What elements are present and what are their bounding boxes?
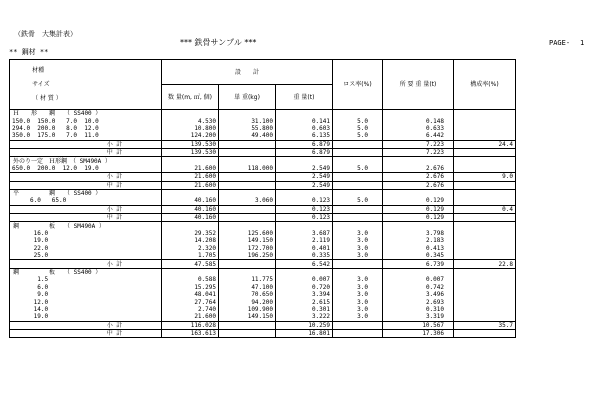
table-row xyxy=(10,125,516,132)
loss-cell xyxy=(333,181,383,189)
group-header-row xyxy=(10,189,516,197)
qty-cell: 4.530 xyxy=(162,117,219,124)
required-cell: 3.319 xyxy=(383,313,454,321)
unit-weight-cell xyxy=(219,260,276,268)
table-row xyxy=(10,237,516,244)
qty-cell: 21.600 xyxy=(162,181,219,189)
subtotal-label: 小 計 xyxy=(10,173,162,181)
qty-cell: 40.160 xyxy=(162,214,219,222)
size-cell: 14.0 xyxy=(10,306,162,313)
loss-cell: 3.0 xyxy=(333,245,383,252)
unit-weight-cell: 94.200 xyxy=(219,298,276,305)
ratio-cell xyxy=(454,197,516,205)
size-cell: 25.0 xyxy=(10,252,162,260)
required-cell: 0.633 xyxy=(383,125,454,132)
empty-cell xyxy=(454,222,516,230)
qty-cell: 1.705 xyxy=(162,252,219,260)
unit-weight-cell xyxy=(219,173,276,181)
empty-cell xyxy=(383,110,454,118)
qty-cell: 2.740 xyxy=(162,306,219,313)
empty-cell xyxy=(219,268,276,276)
weight-cell: 3.222 xyxy=(276,313,333,321)
required-cell: 7.223 xyxy=(383,140,454,148)
table-row xyxy=(10,313,516,321)
weight-cell: 0.401 xyxy=(276,245,333,252)
ratio-cell xyxy=(454,132,516,140)
table-header xyxy=(10,60,516,110)
empty-cell xyxy=(383,268,454,276)
ratio-cell xyxy=(454,306,516,313)
required-cell: 0.742 xyxy=(383,284,454,291)
qty-cell: 0.588 xyxy=(162,276,219,283)
loss-cell xyxy=(333,148,383,156)
loss-cell: 3.0 xyxy=(333,230,383,237)
report-title: *** 鉄骨サンプル *** xyxy=(180,38,257,47)
weight-cell: 2.549 xyxy=(276,165,333,173)
qty-cell: 116.028 xyxy=(162,321,219,329)
required-cell: 10.567 xyxy=(383,321,454,329)
midtotal-label: 中 計 xyxy=(10,329,162,337)
weight-cell: 3.394 xyxy=(276,291,333,298)
unit-weight-cell: 118.000 xyxy=(219,165,276,173)
empty-cell xyxy=(333,110,383,118)
empty-cell xyxy=(162,268,219,276)
midtotal-row xyxy=(10,329,516,337)
unit-weight-cell: 149.150 xyxy=(219,313,276,321)
weight-cell: 2.549 xyxy=(276,181,333,189)
header-design: 設 計 xyxy=(162,60,333,85)
header-material-size xyxy=(10,60,162,110)
size-cell: 6.0 xyxy=(10,284,162,291)
empty-cell xyxy=(454,157,516,165)
table-row xyxy=(10,117,516,124)
empty-cell xyxy=(454,110,516,118)
loss-cell: 5.0 xyxy=(333,125,383,132)
header-loss: ロス率(%) xyxy=(333,60,383,110)
unit-weight-cell xyxy=(219,140,276,148)
unit-weight-cell xyxy=(219,205,276,213)
page-label: PAGE- xyxy=(549,39,571,47)
required-cell: 0.129 xyxy=(383,205,454,213)
table-row xyxy=(10,197,516,205)
ratio-cell xyxy=(454,291,516,298)
required-cell: 2.183 xyxy=(383,237,454,244)
qty-cell: 21.600 xyxy=(162,173,219,181)
page-number: 1 xyxy=(580,39,585,47)
ratio-cell xyxy=(454,181,516,189)
ratio-cell: 0.4 xyxy=(454,205,516,213)
ratio-cell xyxy=(454,230,516,237)
size-cell: 650.0 200.0 12.0 19.0 xyxy=(10,165,162,173)
qty-cell: 14.208 xyxy=(162,237,219,244)
group-header-row xyxy=(10,268,516,276)
size-cell: 16.0 xyxy=(10,230,162,237)
weight-cell: 0.301 xyxy=(276,306,333,313)
loss-cell xyxy=(333,329,383,337)
group-title: 鋼 板 （ SM490A ） xyxy=(10,222,162,230)
qty-cell: 10.800 xyxy=(162,125,219,132)
ratio-cell: 9.0 xyxy=(454,173,516,181)
required-cell: 0.310 xyxy=(383,306,454,313)
empty-cell xyxy=(162,157,219,165)
table-row xyxy=(10,284,516,291)
loss-cell: 5.0 xyxy=(333,132,383,140)
header-required: 所 要 重 量(t) xyxy=(383,60,454,110)
weight-cell: 0.603 xyxy=(276,125,333,132)
unit-weight-cell: 47.100 xyxy=(219,284,276,291)
group-title: 鋼 板 （ SS400 ） xyxy=(10,268,162,276)
weight-cell: 0.007 xyxy=(276,276,333,283)
size-cell: 350.0 175.0 7.0 11.0 xyxy=(10,132,162,140)
table-row xyxy=(10,276,516,283)
table-row xyxy=(10,132,516,140)
loss-cell xyxy=(333,260,383,268)
qty-cell: 27.764 xyxy=(162,298,219,305)
required-cell: 3.798 xyxy=(383,230,454,237)
empty-cell xyxy=(219,189,276,197)
table-row xyxy=(10,230,516,237)
loss-cell xyxy=(333,140,383,148)
steel-summary-table xyxy=(9,59,516,338)
weight-cell: 0.720 xyxy=(276,284,333,291)
required-cell: 6.739 xyxy=(383,260,454,268)
loss-cell: 3.0 xyxy=(333,298,383,305)
table-row xyxy=(10,252,516,260)
header-weight: 重 量(t) xyxy=(276,85,333,110)
table-row xyxy=(10,306,516,313)
empty-cell xyxy=(219,110,276,118)
ratio-cell: 22.8 xyxy=(454,260,516,268)
qty-cell: 47.585 xyxy=(162,260,219,268)
loss-cell: 3.0 xyxy=(333,313,383,321)
weight-cell: 0.123 xyxy=(276,205,333,213)
required-cell: 0.413 xyxy=(383,245,454,252)
unit-weight-cell xyxy=(219,148,276,156)
ratio-cell xyxy=(454,165,516,173)
qty-cell: 40.160 xyxy=(162,197,219,205)
table-row xyxy=(10,165,516,173)
required-cell: 0.129 xyxy=(383,197,454,205)
subtotal-row xyxy=(10,140,516,148)
ratio-cell: 35.7 xyxy=(454,321,516,329)
qty-cell: 29.352 xyxy=(162,230,219,237)
unit-weight-cell: 70.650 xyxy=(219,291,276,298)
empty-cell xyxy=(333,157,383,165)
size-cell: 6.0 65.0 xyxy=(10,197,162,205)
header-material: 材種 xyxy=(32,67,45,74)
qty-cell: 139.530 xyxy=(162,140,219,148)
required-cell: 2.676 xyxy=(383,173,454,181)
ratio-cell xyxy=(454,313,516,321)
header-size: サイズ xyxy=(32,81,50,88)
empty-cell xyxy=(162,189,219,197)
unit-weight-cell: 49.400 xyxy=(219,132,276,140)
unit-weight-cell xyxy=(219,329,276,337)
size-cell: 19.0 xyxy=(10,313,162,321)
weight-cell: 10.259 xyxy=(276,321,333,329)
weight-cell: 0.123 xyxy=(276,197,333,205)
ratio-cell: 24.4 xyxy=(454,140,516,148)
subtotal-label: 小 計 xyxy=(10,321,162,329)
table-body xyxy=(10,110,516,338)
header-ratio: 構成率(%) xyxy=(454,60,516,110)
empty-cell xyxy=(454,189,516,197)
empty-cell xyxy=(276,268,333,276)
unit-weight-cell xyxy=(219,181,276,189)
empty-cell xyxy=(383,157,454,165)
qty-cell: 15.295 xyxy=(162,284,219,291)
weight-cell: 6.542 xyxy=(276,260,333,268)
group-title: 平 鋼 （ SS400 ） xyxy=(10,189,162,197)
loss-cell: 5.0 xyxy=(333,165,383,173)
unit-weight-cell: 31.100 xyxy=(219,117,276,124)
subtotal-row xyxy=(10,173,516,181)
weight-cell: 6.879 xyxy=(276,148,333,156)
loss-cell: 3.0 xyxy=(333,291,383,298)
required-cell: 0.007 xyxy=(383,276,454,283)
weight-cell: 2.119 xyxy=(276,237,333,244)
unit-weight-cell: 55.800 xyxy=(219,125,276,132)
size-cell: 9.0 xyxy=(10,291,162,298)
weight-cell: 0.123 xyxy=(276,214,333,222)
empty-cell xyxy=(333,268,383,276)
size-cell: 1.5 xyxy=(10,276,162,283)
qty-cell: 124.200 xyxy=(162,132,219,140)
header-spec: （ 材 質 ） xyxy=(32,95,62,102)
midtotal-row xyxy=(10,148,516,156)
midtotal-row xyxy=(10,181,516,189)
size-cell: 22.0 xyxy=(10,245,162,252)
unit-weight-cell: 125.600 xyxy=(219,230,276,237)
loss-cell xyxy=(333,321,383,329)
subtotal-row xyxy=(10,205,516,213)
unit-weight-cell: 3.060 xyxy=(219,197,276,205)
weight-cell: 2.615 xyxy=(276,298,333,305)
empty-cell xyxy=(276,189,333,197)
section-title: ** 鋼材 ** xyxy=(9,48,49,56)
subtotal-row xyxy=(10,321,516,329)
ratio-cell xyxy=(454,125,516,132)
ratio-cell xyxy=(454,284,516,291)
group-header-row xyxy=(10,222,516,230)
ratio-cell xyxy=(454,298,516,305)
subtotal-row xyxy=(10,260,516,268)
group-header-row xyxy=(10,157,516,165)
ratio-cell xyxy=(454,214,516,222)
required-cell: 2.676 xyxy=(383,181,454,189)
subtotal-label: 小 計 xyxy=(10,140,162,148)
loss-cell: 5.0 xyxy=(333,197,383,205)
required-cell: 6.442 xyxy=(383,132,454,140)
subtotal-label: 小 計 xyxy=(10,260,162,268)
unit-weight-cell: 196.250 xyxy=(219,252,276,260)
report-type-label: （鉄骨 大集計表） xyxy=(14,30,77,38)
required-cell: 2.676 xyxy=(383,165,454,173)
midtotal-label: 中 計 xyxy=(10,181,162,189)
loss-cell: 3.0 xyxy=(333,237,383,244)
qty-cell: 21.600 xyxy=(162,165,219,173)
subtotal-label: 小 計 xyxy=(10,205,162,213)
group-title: 外のり一定 Ｈ形鋼 （ SM490A ） xyxy=(10,157,162,165)
weight-cell: 6.135 xyxy=(276,132,333,140)
empty-cell xyxy=(276,222,333,230)
size-cell: 294.0 200.0 8.0 12.0 xyxy=(10,125,162,132)
required-cell: 3.496 xyxy=(383,291,454,298)
empty-cell xyxy=(333,189,383,197)
unit-weight-cell: 11.775 xyxy=(219,276,276,283)
empty-cell xyxy=(219,222,276,230)
required-cell: 0.129 xyxy=(383,214,454,222)
unit-weight-cell xyxy=(219,214,276,222)
empty-cell xyxy=(333,222,383,230)
size-cell: 19.0 xyxy=(10,237,162,244)
midtotal-label: 中 計 xyxy=(10,214,162,222)
required-cell: 0.148 xyxy=(383,117,454,124)
qty-cell: 139.530 xyxy=(162,148,219,156)
qty-cell: 2.320 xyxy=(162,245,219,252)
weight-cell: 0.141 xyxy=(276,117,333,124)
weight-cell: 0.335 xyxy=(276,252,333,260)
size-cell: 150.0 150.0 7.0 10.0 xyxy=(10,117,162,124)
ratio-cell xyxy=(454,252,516,260)
loss-cell: 3.0 xyxy=(333,284,383,291)
empty-cell xyxy=(276,110,333,118)
weight-cell: 3.687 xyxy=(276,230,333,237)
loss-cell: 5.0 xyxy=(333,117,383,124)
required-cell: 7.223 xyxy=(383,148,454,156)
weight-cell: 6.879 xyxy=(276,140,333,148)
header-unit-weight: 単 重(kg) xyxy=(219,85,276,110)
qty-cell: 48.041 xyxy=(162,291,219,298)
ratio-cell xyxy=(454,237,516,244)
group-title: Ｈ 形 鋼 （ SS400 ） xyxy=(10,110,162,118)
size-cell: 12.0 xyxy=(10,298,162,305)
ratio-cell xyxy=(454,148,516,156)
loss-cell xyxy=(333,214,383,222)
ratio-cell xyxy=(454,276,516,283)
qty-cell: 21.600 xyxy=(162,313,219,321)
empty-cell xyxy=(454,268,516,276)
table-row xyxy=(10,245,516,252)
loss-cell xyxy=(333,173,383,181)
ratio-cell xyxy=(454,117,516,124)
unit-weight-cell: 149.150 xyxy=(219,237,276,244)
midtotal-label: 中 計 xyxy=(10,148,162,156)
table-row xyxy=(10,291,516,298)
weight-cell: 2.549 xyxy=(276,173,333,181)
ratio-cell xyxy=(454,245,516,252)
empty-cell xyxy=(219,157,276,165)
weight-cell: 16.801 xyxy=(276,329,333,337)
ratio-cell xyxy=(454,329,516,337)
empty-cell xyxy=(383,189,454,197)
empty-cell xyxy=(276,157,333,165)
required-cell: 2.693 xyxy=(383,298,454,305)
unit-weight-cell: 109.900 xyxy=(219,306,276,313)
empty-cell xyxy=(162,110,219,118)
midtotal-row xyxy=(10,214,516,222)
table-row xyxy=(10,298,516,305)
unit-weight-cell xyxy=(219,321,276,329)
empty-cell xyxy=(383,222,454,230)
loss-cell: 3.0 xyxy=(333,306,383,313)
required-cell: 0.345 xyxy=(383,252,454,260)
group-header-row xyxy=(10,110,516,118)
loss-cell: 3.0 xyxy=(333,276,383,283)
qty-cell: 163.613 xyxy=(162,329,219,337)
header-qty: 数 量(m, ㎡, 個) xyxy=(162,85,219,110)
required-cell: 17.306 xyxy=(383,329,454,337)
loss-cell xyxy=(333,205,383,213)
loss-cell: 3.0 xyxy=(333,252,383,260)
empty-cell xyxy=(162,222,219,230)
unit-weight-cell: 172.700 xyxy=(219,245,276,252)
qty-cell: 40.160 xyxy=(162,205,219,213)
